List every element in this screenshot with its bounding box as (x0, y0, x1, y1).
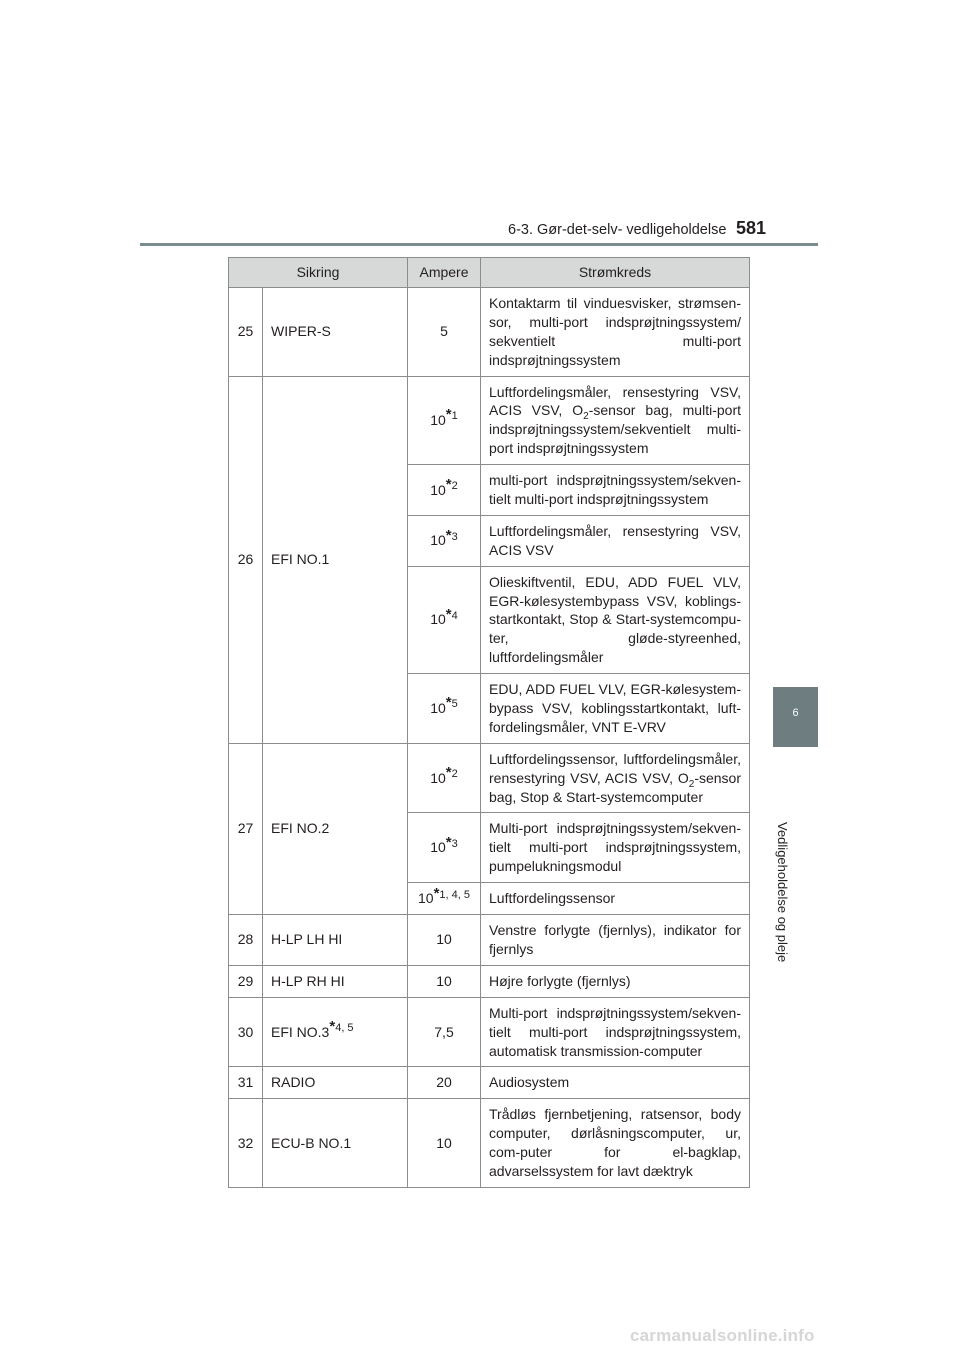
asterisk-icon: * (445, 694, 452, 712)
fuse-ampere: 20 (408, 1067, 481, 1099)
footnote-number: 1 (451, 410, 458, 423)
fuse-number: 32 (229, 1099, 263, 1188)
ampere-value: 10 (430, 700, 446, 717)
asterisk-icon: * (445, 833, 452, 851)
fuse-ampere (408, 743, 481, 813)
fuse-number: 31 (229, 1067, 263, 1099)
fuse-ampere: 10 (408, 1099, 481, 1188)
fuse-number: 29 (229, 965, 263, 997)
fuse-name: EFI NO.1 (263, 376, 408, 743)
asterisk-icon: * (329, 1017, 336, 1035)
fuse-circuit: Multi-port indsprøjtningssystem/sekven-tielt multi-port indsprøjtningssystem, automatisk transmission-computer (481, 997, 750, 1067)
fuse-circuit: Luftfordelingsmåler, rensestyring VSV, ACIS VSV (481, 515, 750, 566)
fuse-ampere: 10 (408, 915, 481, 966)
footnote-marker (445, 526, 458, 544)
fuse-circuit: Audiosystem (481, 1067, 750, 1099)
asterisk-icon: * (445, 764, 452, 782)
footnote-number: 4 (451, 609, 458, 622)
footnote-number: 1, 4, 5 (439, 888, 470, 901)
asterisk-icon: * (445, 605, 452, 623)
watermark: carmanualsonline.info (630, 1326, 815, 1345)
table-row (229, 743, 750, 813)
fuse-circuit: Olieskiftventil, EDU, ADD FUEL VLV, EGR-kølesystembypass VSV, koblings-startkontakt, Stop & Start-systemcompu-ter, gløde-styreenhed, luftfordelingsmåler (481, 566, 750, 673)
footnote-marker (445, 694, 458, 712)
circuit-text: Luftfordelingssensor, luftfordelingsmåler, rensestyring VSV, ACIS VSV, O (489, 750, 741, 786)
header-ampere: Ampere (408, 258, 481, 288)
fuse-table (228, 257, 750, 1188)
fuse-ampere (408, 813, 481, 883)
footnote-number: 3 (451, 837, 458, 850)
footnote-marker (445, 475, 458, 493)
footnote-marker (329, 1017, 354, 1035)
chapter-label: Vedligeholdelse og pleje (775, 822, 790, 963)
fuse-ampere (408, 376, 481, 465)
fuse-circuit: Højre forlygte (fjernlys) (481, 965, 750, 997)
table-row (229, 288, 750, 377)
ampere-value: 10 (418, 890, 434, 907)
footnote-marker (433, 884, 470, 902)
table-row (229, 1067, 750, 1099)
table-row (229, 997, 750, 1067)
header-rule (140, 243, 818, 246)
fuse-name (263, 997, 408, 1067)
footnote-number: 2 (451, 479, 458, 492)
fuse-name: EFI NO.2 (263, 743, 408, 914)
fuse-circuit: EDU, ADD FUEL VLV, EGR-kølesystem-bypass VSV, koblingsstartkontakt, luft-fordelingsmåler, VNT E-VRV (481, 674, 750, 744)
circuit-text: -sensor bag, Stop & Start-systemcomputer (489, 769, 741, 805)
fuse-number: 26 (229, 376, 263, 743)
subscript: 2 (688, 778, 695, 790)
asterisk-icon: * (433, 884, 440, 902)
circuit-text: -sensor bag, multi-port indsprøjtningssystem/sekventielt multi-port indsprøjtningssystem (489, 402, 741, 457)
header-circuit: Strømkreds (481, 258, 750, 288)
table-header-row (229, 258, 750, 288)
ampere-value: 10 (430, 411, 446, 428)
ampere-value: 10 (430, 769, 446, 786)
ampere-value: 10 (430, 481, 446, 498)
fuse-circuit: Venstre forlygte (fjernlys), indikator for fjernlys (481, 915, 750, 966)
fuse-circuit: multi-port indsprøjtningssystem/sekven-tielt multi-port indsprøjtningssystem (481, 465, 750, 516)
table-row (229, 965, 750, 997)
fuse-ampere: 7,5 (408, 997, 481, 1067)
fuse-number: 28 (229, 915, 263, 966)
ampere-value: 10 (430, 839, 446, 856)
fuse-ampere (408, 515, 481, 566)
footnote-marker (445, 764, 458, 782)
section-title: 6-3. Gør-det-selv- vedligeholdelse (508, 222, 727, 238)
fuse-number: 25 (229, 288, 263, 377)
fuse-ampere: 10 (408, 965, 481, 997)
circuit-text: Luftfordelingsmåler, rensestyring VSV, ACIS VSV, O (489, 383, 741, 419)
fuse-circuit: Kontaktarm til vinduesvisker, strømsen-sor, multi-port indsprøjtningssystem/ sekventielt multi-port indsprøjtningssystem (481, 288, 750, 377)
table-row (229, 376, 750, 465)
asterisk-icon: * (445, 475, 452, 493)
fuse-name: RADIO (263, 1067, 408, 1099)
footnote-number: 3 (451, 530, 458, 543)
footnote-number: 4, 5 (335, 1021, 354, 1034)
fuse-number: 30 (229, 997, 263, 1067)
fuse-name-text: EFI NO.3 (271, 1023, 330, 1040)
ampere-value: 10 (430, 532, 446, 549)
fuse-name: H-LP RH HI (263, 965, 408, 997)
subscript: 2 (583, 411, 589, 423)
table-row (229, 1099, 750, 1188)
fuse-circuit: Luftfordelingssensor (481, 883, 750, 915)
fuse-ampere (408, 465, 481, 516)
fuse-ampere: 5 (408, 288, 481, 377)
fuse-name: H-LP LH HI (263, 915, 408, 966)
footnote-marker (445, 605, 458, 623)
ampere-value: 10 (430, 611, 446, 628)
page-number: 581 (736, 218, 767, 238)
footnote-marker (445, 833, 458, 851)
fuse-name: ECU-B NO.1 (263, 1099, 408, 1188)
fuse-circuit (481, 743, 750, 813)
footnote-number: 2 (451, 768, 458, 781)
fuse-number: 27 (229, 743, 263, 914)
chapter-tab (773, 687, 818, 747)
table-row (229, 915, 750, 966)
fuse-name: WIPER-S (263, 288, 408, 377)
fuse-circuit: Trådløs fjernbetjening, ratsensor, body computer, dørlåsningscomputer, ur, com-puter for el-bagklap, advarselssystem for lavt dæktryk (481, 1099, 750, 1188)
fuse-circuit (481, 376, 750, 465)
header-fuse: Sikring (229, 258, 408, 288)
fuse-ampere (408, 566, 481, 673)
chapter-number: 6 (792, 707, 799, 719)
fuse-ampere (408, 674, 481, 744)
fuse-circuit: Multi-port indsprøjtningssystem/sekven-tielt multi-port indsprøjtningssystem, pumpelukningsmodul (481, 813, 750, 883)
footnote-number: 5 (451, 698, 458, 711)
asterisk-icon: * (445, 406, 452, 424)
footnote-marker (445, 406, 458, 424)
asterisk-icon: * (445, 526, 452, 544)
fuse-ampere (408, 883, 481, 915)
